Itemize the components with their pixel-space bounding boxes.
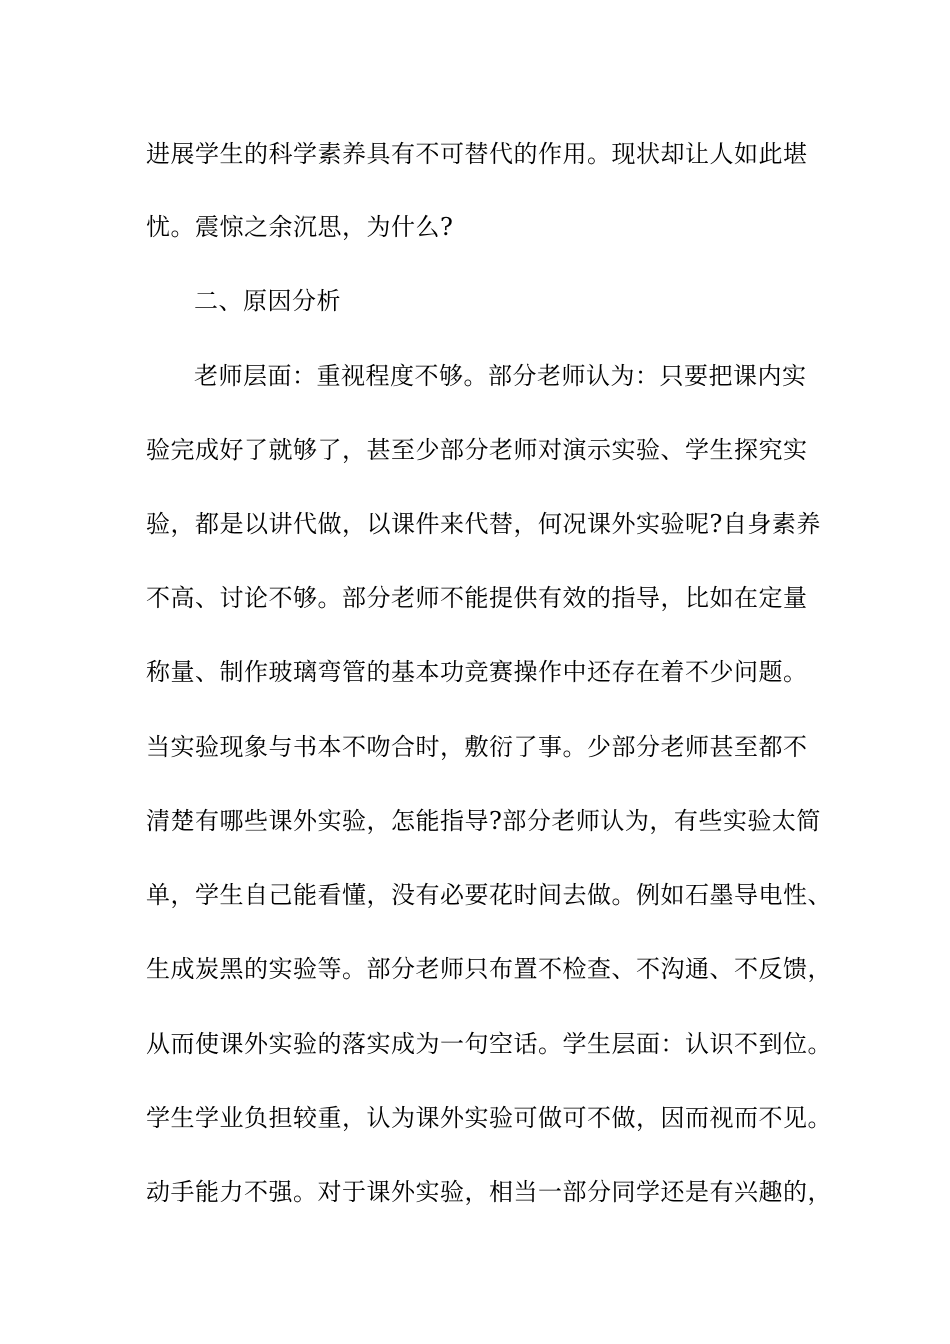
text-line: 忧。震惊之余沉思，为什么?: [146, 213, 454, 241]
text-line: 不高、讨论不够。部分老师不能提供有效的指导，比如在定量: [146, 584, 808, 612]
text-line: 学生学业负担较重，认为课外实验可做可不做，因而视而不见。: [146, 1104, 832, 1132]
text-line: 动手能力不强。对于课外实验，相当一部分同学还是有兴趣的，: [146, 1178, 832, 1206]
text-line: 从而使课外实验的落实成为一句空话。学生层面：认识不到位。: [146, 1030, 832, 1058]
text-line: 验，都是以讲代做，以课件来代替，何况课外实验呢?自身素养: [146, 510, 821, 538]
text-line: 单，学生自己能看懂，没有必要花时间去做。例如石墨导电性、: [146, 881, 832, 909]
text-line: 清楚有哪些课外实验，怎能指导?部分老师认为，有些实验太简: [146, 807, 821, 835]
text-line: 进展学生的科学素养具有不可替代的作用。现状却让人如此堪: [146, 140, 808, 168]
text-line: 当实验现象与书本不吻合时，敷衍了事。少部分老师甚至都不: [146, 733, 808, 761]
text-line: 生成炭黑的实验等。部分老师只布置不检查、不沟通、不反馈，: [146, 955, 832, 983]
text-line: 称量、制作玻璃弯管的基本功竞赛操作中还存在着不少问题。: [146, 658, 808, 686]
section-heading: 二、原因分析: [194, 287, 341, 315]
text-line: 老师层面：重视程度不够。部分老师认为：只要把课内实: [194, 362, 807, 390]
text-line: 验完成好了就够了，甚至少部分老师对演示实验、学生探究实: [146, 436, 808, 464]
